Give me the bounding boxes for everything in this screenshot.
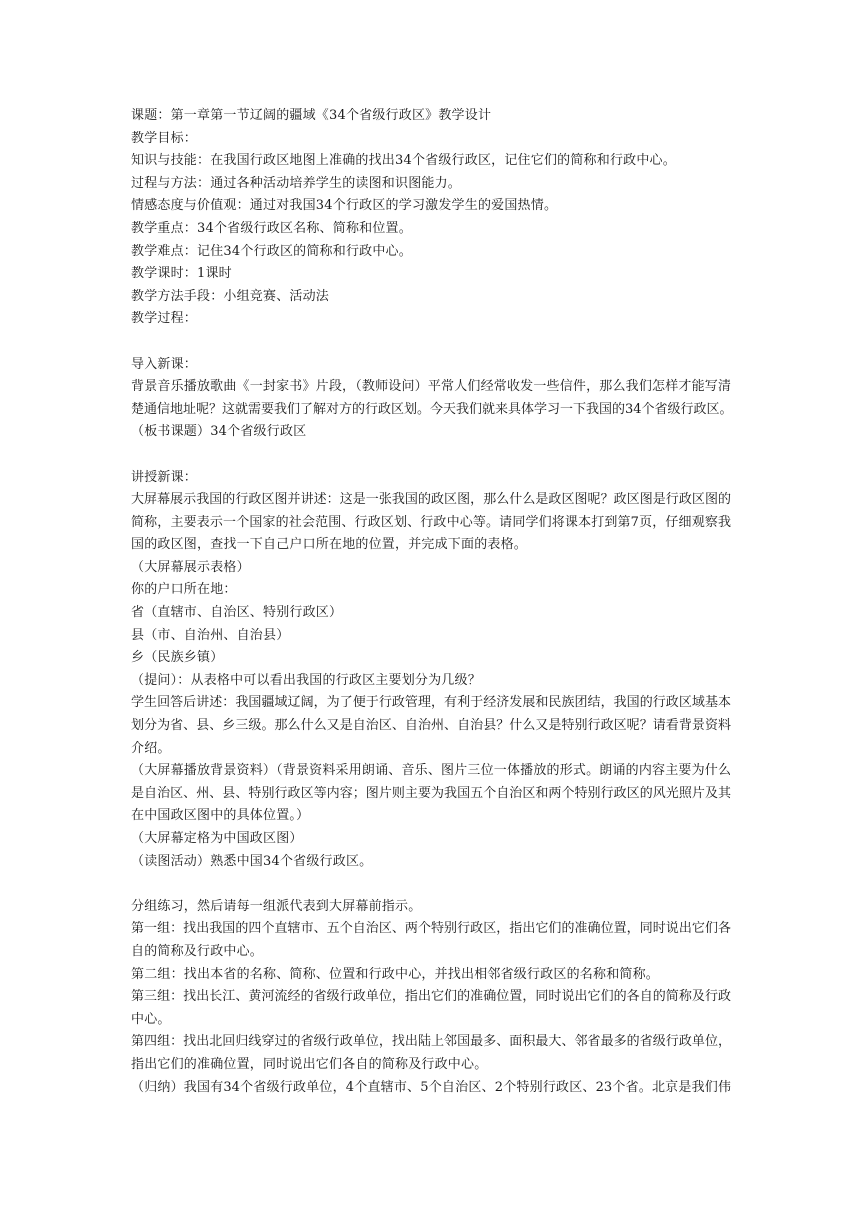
lecture-text-line: 大屏幕展示我国的行政区图并讲述：这是一张我国的政区图，那么什么是政区图呢？政区图是行政区图的: [131, 492, 731, 508]
objective-attitude: 情感态度与价值观：通过对我国34个行政区的学习激发学生的爱国热情。: [131, 198, 558, 214]
group-text-line: 第二组：找出本省的名称、简称、位置和行政中心，并找出相邻省级行政区的名称和简称。: [131, 966, 660, 982]
teaching-difficulty: 教学难点：记住34个行政区的简称和行政中心。: [131, 243, 412, 259]
objectives-heading: 教学目标：: [131, 130, 198, 146]
teaching-hours: 教学课时：1课时: [131, 266, 232, 282]
lecture-text-line: 划分为省、县、乡三级。那么什么又是自治区、自治州、自治县？什么又是特别行政区呢？请看背景资料: [131, 718, 731, 734]
intro-section: [131, 354, 731, 444]
group-text-line: （归纳）我国有34个省级行政单位，4个直辖市、5个自治区、2个特别行政区、23个省。北京是我们伟: [131, 1079, 731, 1095]
lecture-text-line: 学生回答后讲述：我国疆域辽阔，为了便于行政管理，有利于经济发展和民族团结，我国的行政区域基本: [131, 695, 731, 711]
lesson-title: 课题：第一章第一节辽阔的疆域《34个省级行政区》教学设计: [131, 108, 492, 123]
lecture-text-line: （大屏幕定格为中国政区图）: [131, 831, 303, 846]
group-exercise-heading: 分组练习，然后请每一组派代表到大屏幕前指示。: [131, 898, 422, 914]
lecture-text-line: 乡（民族乡镇）: [131, 650, 224, 666]
intro-text-line: 背景音乐播放歌曲《一封家书》片段，（教师设问）平常人们经常收发一些信件，那么我们怎样才能写清: [131, 379, 731, 395]
teaching-focus: 教学重点：34个省级行政区名称、简称和位置。: [131, 220, 412, 236]
lecture-text-line: （提问）：从表格中可以看出我国的行政区主要划分为几级？: [131, 672, 481, 688]
intro-text-line: （板书课题）34个省级行政区: [131, 424, 307, 440]
spacer: [131, 444, 731, 467]
lecture-text-line: （读图活动）熟悉中国34个省级行政区。: [131, 853, 373, 869]
teaching-methods: 教学方法手段：小组竞赛、活动法: [131, 288, 330, 304]
lecture-text-line: 在中国政区图中的具体位置。）: [131, 808, 310, 824]
group-text-line: 指出它们的准确位置，同时说出它们各自的简称及行政中心。: [131, 1056, 488, 1072]
group-text-line: 第四组：找出北回归线穿过的省级行政单位，找出陆上邻国最多、面积最大、邻省最多的省级行政单位，: [131, 1034, 731, 1050]
group-exercise-section: [131, 896, 731, 1099]
lesson-header: [131, 105, 731, 331]
lecture-text-line: 简称，主要表示一个国家的社会范围、行政区划、行政中心等。请同学们将课本打到第7页，仔细观察我: [131, 514, 731, 530]
document-page: [131, 105, 731, 1099]
lecture-text-line: 介绍。: [131, 740, 171, 756]
group-text-line: 第一组：找出我国的四个直辖市、五个自治区、两个特别行政区，指出它们的准确位置，同时说出它们各: [131, 921, 731, 937]
spacer: [131, 331, 731, 354]
group-text-line: 第三组：找出长江、黄河流经的省级行政单位，指出它们的准确位置，同时说出它们的各自的简称及行政: [131, 989, 731, 1005]
spacer: [131, 873, 731, 896]
lecture-text-line: （大屏幕播放背景资料）（背景资料采用朗诵、音乐、图片三位一体播放的形式。朗诵的内容主要为什么: [131, 763, 731, 779]
lecture-heading: 讲授新课：: [131, 469, 198, 485]
lecture-text-line: 国的政区图，查找一下自己户口所在地的位置，并完成下面的表格。: [131, 537, 528, 553]
lecture-text-line: 县（市、自治州、自治县）: [131, 627, 290, 643]
objective-knowledge: 知识与技能：在我国行政区地图上准确的找出34个省级行政区，记住它们的简称和行政中心。: [131, 153, 676, 169]
lecture-section: [131, 467, 731, 874]
lecture-text-line: 省（直辖市、自治区、特别行政区）: [131, 605, 343, 621]
group-text-line: 中心。: [131, 1011, 171, 1027]
objective-process: 过程与方法：通过各种活动培养学生的读图和识图能力。: [131, 175, 462, 191]
lecture-text-line: （大屏幕展示表格）: [131, 559, 250, 575]
intro-text-line: 楚通信地址呢？这就需要我们了解对方的行政区划。今天我们就来具体学习一下我国的34个省级行政区。: [131, 401, 733, 417]
intro-heading: 导入新课：: [131, 356, 198, 372]
lecture-text-line: 是自治区、州、县、特别行政区等内容；图片则主要为我国五个自治区和两个特别行政区的风光照片及其: [131, 785, 731, 801]
lecture-text-line: 你的户口所在地：: [131, 582, 237, 598]
teaching-process-heading: 教学过程：: [131, 311, 198, 327]
group-text-line: 自的简称及行政中心。: [131, 943, 264, 959]
